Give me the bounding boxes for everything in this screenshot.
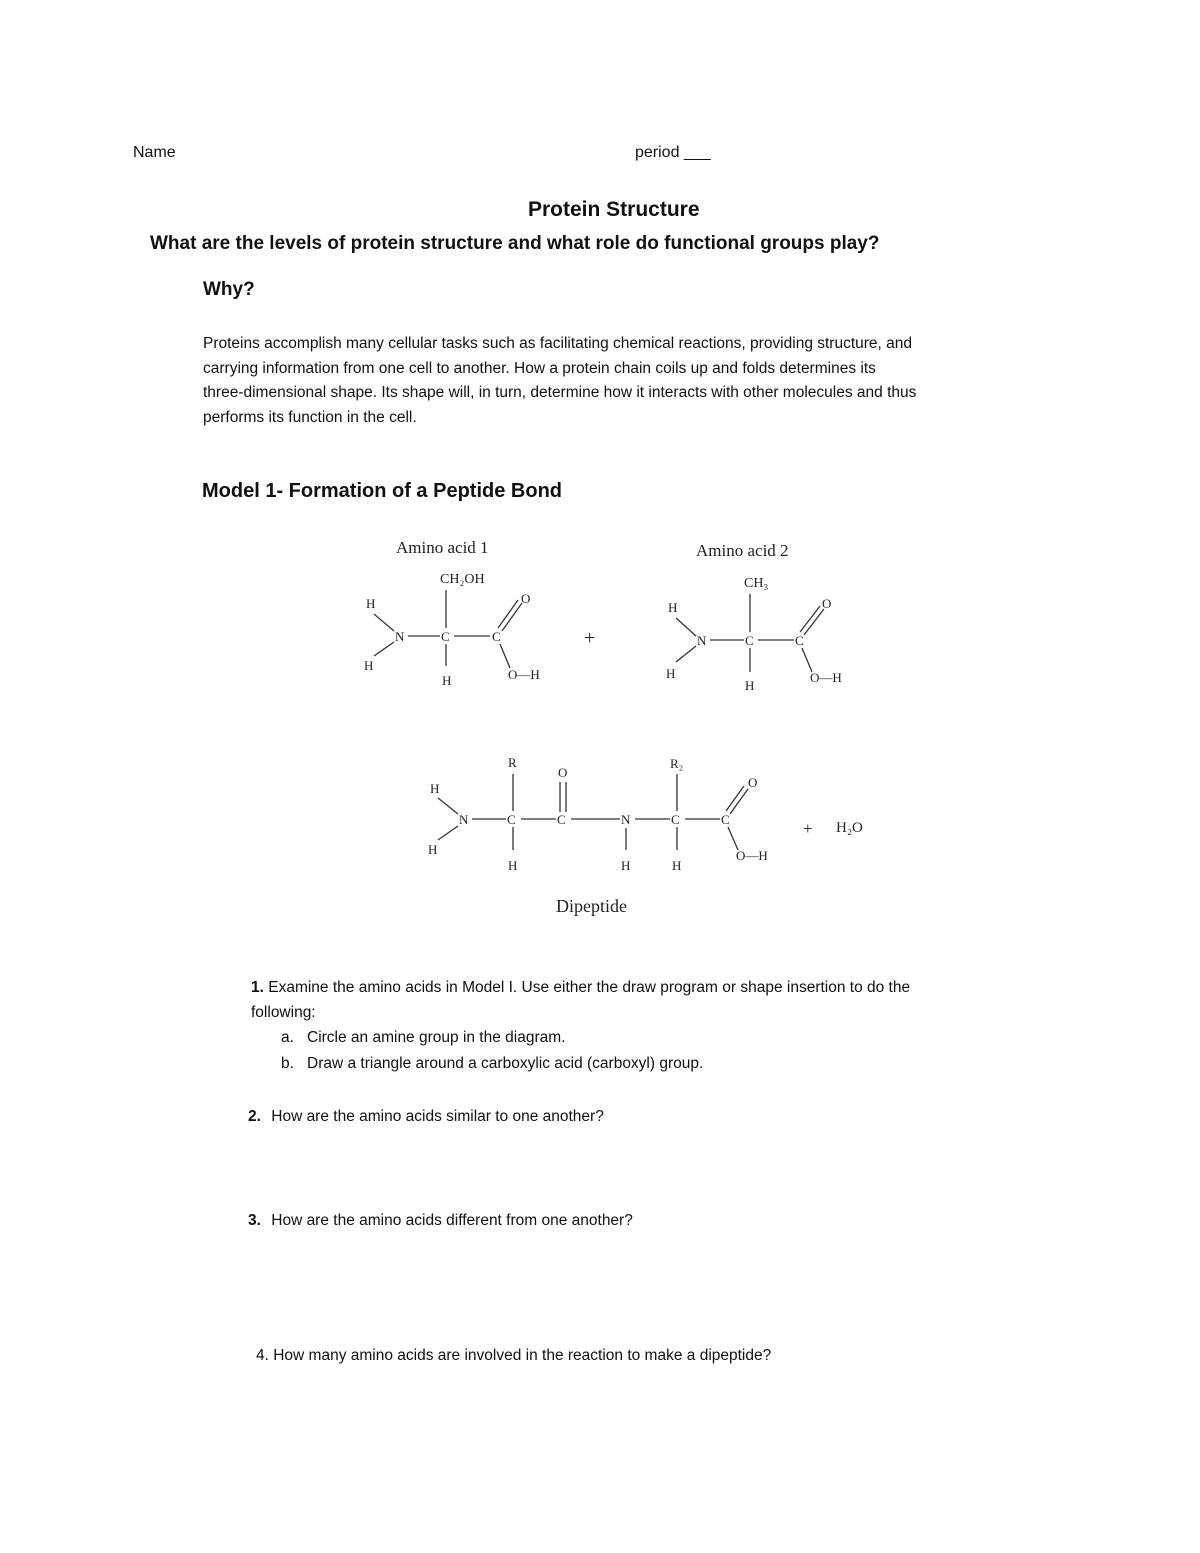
name-label: Name	[133, 144, 176, 161]
intro-line: three-dimensional shape. Its shape will, in turn, determine how it interacts with other molecules and thus	[203, 384, 917, 401]
atom-h: H	[442, 673, 452, 688]
atom-h: H	[428, 842, 438, 857]
atom-o: O	[558, 765, 568, 780]
question-3-text: How are the amino acids different from one another?	[271, 1212, 633, 1229]
atom-n: N	[459, 812, 469, 827]
dipeptide-r1: R	[508, 755, 517, 770]
atom-c: C	[507, 812, 516, 827]
question-1b-text: Draw a triangle around a carboxylic acid (carboxyl) group.	[307, 1055, 704, 1072]
atom-o: O	[822, 596, 832, 611]
atom-h: H	[430, 781, 440, 796]
question-1-text: Examine the amino acids in Model I. Use either the draw program or shape insertion to do the	[263, 979, 911, 996]
bond	[676, 618, 696, 636]
atom-n: N	[395, 629, 405, 644]
intro-line: performs its function in the cell.	[203, 408, 417, 426]
question-2	[248, 1104, 604, 1130]
bond	[500, 644, 510, 668]
bond	[728, 827, 738, 850]
page-title: Protein Structure	[528, 198, 700, 221]
period-label: period ___	[635, 144, 711, 161]
plus-sign: +	[803, 819, 813, 838]
atom-oh: O—H	[810, 670, 842, 685]
question-3-number: 3.	[248, 1212, 261, 1229]
plus-sign: +	[584, 627, 596, 649]
bond	[676, 646, 696, 662]
side-chain-1: CH₂OH	[440, 572, 485, 587]
atom-o: O	[521, 591, 531, 606]
atom-c: C	[557, 812, 566, 827]
atom-c: C	[721, 812, 730, 827]
question-1a-marker: a.	[281, 1029, 294, 1046]
atom-c: C	[745, 633, 754, 648]
atom-h: H	[745, 678, 755, 693]
question-1-continuation: following:	[251, 1004, 316, 1021]
intro-line: Proteins accomplish many cellular tasks such as facilitating chemical reactions, providing structure, and	[203, 335, 913, 352]
peptide-bond-diagram	[340, 530, 900, 930]
atom-h: H	[666, 666, 676, 681]
side-chain-2: CH₃	[744, 576, 769, 591]
dipeptide-label: Dipeptide	[556, 896, 627, 916]
bond	[802, 648, 812, 672]
bond	[502, 603, 522, 631]
atom-c: C	[441, 629, 450, 644]
question-1	[251, 975, 910, 1001]
bond	[374, 614, 394, 631]
dipeptide-r2: R₂	[670, 756, 684, 771]
bond	[374, 642, 394, 656]
amino-acid-2-label: Amino acid 2	[696, 541, 789, 560]
atom-h: H	[366, 596, 376, 611]
atom-h: H	[668, 600, 678, 615]
why-heading: Why?	[203, 279, 255, 300]
intro-paragraph	[203, 332, 1063, 430]
atom-n: N	[621, 812, 631, 827]
atom-h: H	[364, 658, 374, 673]
question-3	[248, 1208, 633, 1234]
atom-o: O	[748, 775, 758, 790]
guiding-question: What are the levels of protein structure and what role do functional groups play?	[150, 233, 880, 254]
atom-c: C	[795, 633, 804, 648]
question-2-number: 2.	[248, 1108, 261, 1125]
atom-h: H	[672, 858, 682, 873]
question-2-text: How are the amino acids similar to one another?	[271, 1108, 604, 1125]
model-heading: Model 1- Formation of a Peptide Bond	[202, 480, 562, 502]
question-4: 4. How many amino acids are involved in the reaction to make a dipeptide?	[256, 1347, 772, 1364]
bond	[498, 600, 518, 628]
atom-h: H	[621, 858, 631, 873]
atom-c: C	[671, 812, 680, 827]
amino-acid-1-label: Amino acid 1	[396, 538, 489, 557]
atom-h: H	[508, 858, 518, 873]
atom-n: N	[697, 633, 707, 648]
bond	[438, 798, 458, 814]
atom-oh: O—H	[508, 667, 540, 682]
water-product: H₂O	[836, 820, 863, 836]
atom-c: C	[492, 629, 501, 644]
question-1b-marker: b.	[281, 1055, 294, 1072]
bond	[438, 826, 458, 840]
question-1a-text: Circle an amine group in the diagram.	[307, 1029, 566, 1046]
intro-line: carrying information from one cell to another. How a protein chain coils up and folds determines its	[203, 359, 876, 377]
atom-oh: O—H	[736, 848, 768, 863]
question-1-number: 1.	[251, 979, 264, 996]
